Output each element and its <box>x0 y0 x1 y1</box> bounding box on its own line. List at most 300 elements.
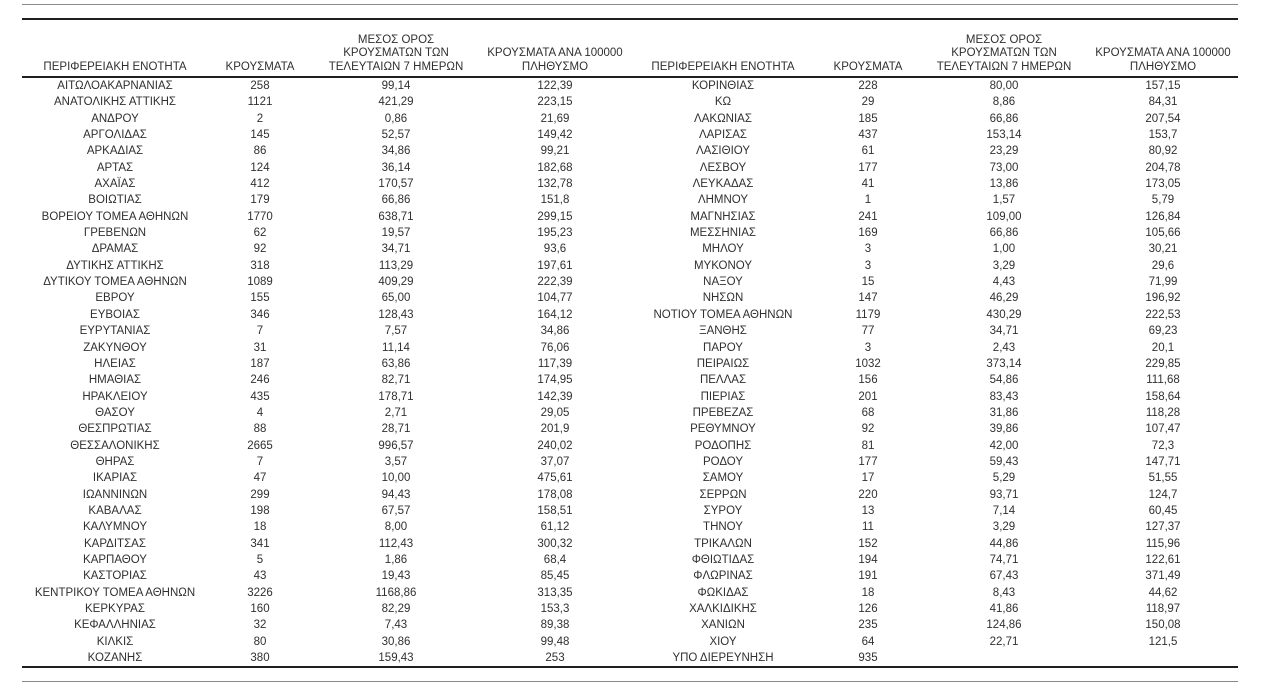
value-cell: 46,29 <box>989 292 1019 305</box>
value-cell: 80 <box>253 635 267 648</box>
value-cell: 39,86 <box>989 423 1019 436</box>
table-row <box>22 519 1238 535</box>
value-cell: 4,43 <box>992 276 1016 289</box>
value-cell: 207,54 <box>1145 112 1181 125</box>
region-name-cell: ΖΑΚΥΝΘΟΥ <box>83 341 147 354</box>
value-cell: 158,64 <box>1145 390 1181 403</box>
value-cell: 107,47 <box>1145 423 1181 436</box>
value-cell: 3,57 <box>384 455 408 468</box>
value-cell: 113,29 <box>378 259 414 272</box>
value-cell: 10,00 <box>381 472 411 485</box>
value-cell: 300,32 <box>537 537 573 550</box>
value-cell: 128,43 <box>378 308 414 321</box>
header-per100k-right-line2: ΠΛΗΘΥΣΜΟ <box>1129 60 1197 73</box>
value-cell: 82,29 <box>381 603 411 615</box>
value-cell: 380 <box>250 652 270 665</box>
header-region-right-label: ΠΕΡΙΦΕΡΕΙΑΚΗ ΕΝΟΤΗΤΑ <box>651 60 795 73</box>
header-avg7-left-line3: ΤΕΛΕΥΤΑΙΩΝ 7 ΗΜΕΡΩΝ <box>328 60 464 73</box>
value-cell: 66,86 <box>989 112 1019 125</box>
value-cell: 29,05 <box>540 406 570 419</box>
table-row <box>22 650 1238 666</box>
region-name-cell: ΛΑΣΙΘΙΟΥ <box>695 145 751 158</box>
value-cell: 67,43 <box>989 570 1019 583</box>
header-avg7-right <box>920 34 1088 77</box>
top-outer-rule <box>22 4 1238 5</box>
region-name-cell: ΚΟΖΑΝΗΣ <box>87 652 143 665</box>
value-cell: 62 <box>253 227 267 240</box>
value-cell: 76,06 <box>540 341 570 354</box>
region-name-cell: ΜΕΣΣΗΝΙΑΣ <box>689 227 757 240</box>
table-row <box>22 176 1238 192</box>
region-name-cell: ΝΟΤΙΟΥ ΤΟΜΕΑ ΑΘΗΝΩΝ <box>653 308 793 321</box>
value-cell: 178,08 <box>537 488 573 501</box>
value-cell: 74,71 <box>989 553 1019 566</box>
value-cell: 145 <box>250 129 270 142</box>
region-name-cell: ΧΑΛΚΙΔΙΚΗΣ <box>689 603 757 615</box>
region-name-cell: ΜΥΚΟΝΟΥ <box>693 259 753 272</box>
value-cell: 84,31 <box>1148 96 1178 109</box>
region-name-cell: ΣΥΡΟΥ <box>703 504 743 517</box>
value-cell: 5,79 <box>1151 194 1175 207</box>
header-per100k-left-line1: ΚΡΟΥΣΜΑΤΑ ΑΝΑ 100000 <box>487 47 623 59</box>
value-cell: 179 <box>250 194 270 207</box>
table-row <box>22 454 1238 470</box>
table-row <box>22 372 1238 388</box>
value-cell: 8,43 <box>992 586 1016 599</box>
table-row <box>22 274 1238 290</box>
value-cell: 3 <box>864 341 872 354</box>
value-cell: 93,71 <box>989 488 1019 501</box>
value-cell: 160 <box>250 603 270 615</box>
value-cell: 318 <box>250 259 270 272</box>
value-cell: 169 <box>858 227 878 240</box>
value-cell: 132,78 <box>537 178 573 191</box>
value-cell: 41,86 <box>989 603 1019 615</box>
value-cell: 185 <box>858 112 878 125</box>
value-cell: 124 <box>250 161 270 174</box>
table-row <box>22 290 1238 306</box>
value-cell: 153,14 <box>986 129 1022 142</box>
table-row <box>22 536 1238 552</box>
value-cell: 7,14 <box>992 504 1016 517</box>
value-cell: 30,21 <box>1148 243 1178 256</box>
value-cell: 47 <box>253 472 267 485</box>
table-row <box>22 340 1238 356</box>
region-name-cell: ΦΩΚΙΔΑΣ <box>697 586 749 599</box>
region-name-cell: ΚΕΡΚΥΡΑΣ <box>85 603 145 615</box>
region-name-cell: ΚΑΒΑΛΑΣ <box>88 504 142 517</box>
region-name-cell: ΕΥΡΥΤΑΝΙΑΣ <box>79 325 151 338</box>
value-cell: 164,12 <box>537 308 573 321</box>
region-name-cell: ΒΟΡΕΙΟΥ ΤΟΜΕΑ ΑΘΗΝΩΝ <box>41 210 189 223</box>
header-avg7-right-line3: ΤΕΛΕΥΤΑΙΩΝ 7 ΗΜΕΡΩΝ <box>936 60 1072 73</box>
value-cell: 371,49 <box>1145 570 1181 583</box>
value-cell: 59,43 <box>989 455 1019 468</box>
region-name-cell: ΕΒΡΟΥ <box>95 292 135 305</box>
value-cell: 0,86 <box>384 112 408 125</box>
value-cell: 122,61 <box>1145 553 1181 566</box>
value-cell: 1 <box>864 194 872 207</box>
region-name-cell: ΡΟΔΟΥ <box>702 455 744 468</box>
region-name-cell: ΗΛΕΙΑΣ <box>94 357 136 370</box>
value-cell: 373,14 <box>986 357 1022 370</box>
table-row <box>22 111 1238 127</box>
region-name-cell: ΚΑΣΤΟΡΙΑΣ <box>83 570 147 583</box>
bottom-inner-rule <box>22 666 1238 668</box>
region-name-cell: ΙΩΑΝΝΙΝΩΝ <box>82 488 148 501</box>
table-row <box>22 258 1238 274</box>
table-row <box>22 192 1238 208</box>
value-cell: 18 <box>253 521 267 534</box>
region-name-cell: ΓΡΕΒΕΝΩΝ <box>83 227 147 240</box>
value-cell: 229,85 <box>1145 357 1181 370</box>
value-cell: 32 <box>253 619 267 632</box>
value-cell: 19,43 <box>381 570 411 583</box>
value-cell: 5,29 <box>992 472 1016 485</box>
region-name-cell: ΑΡΚΑΔΙΑΣ <box>86 145 144 158</box>
region-name-cell: ΗΜΑΘΙΑΣ <box>88 374 142 387</box>
region-name-cell: ΣΑΜΟΥ <box>702 472 744 485</box>
header-per100k-right-line1: ΚΡΟΥΣΜΑΤΑ ΑΝΑ 100000 <box>1095 47 1231 59</box>
value-cell: 118,28 <box>1145 406 1181 419</box>
region-name-cell: ΒΟΙΩΤΙΑΣ <box>88 194 142 207</box>
value-cell: 195,23 <box>537 227 573 240</box>
value-cell: 240,02 <box>537 439 573 452</box>
value-cell: 81 <box>861 439 875 452</box>
value-cell: 196,92 <box>1145 292 1181 305</box>
value-cell: 21,69 <box>540 112 570 125</box>
value-cell: 99,48 <box>540 635 570 648</box>
value-cell: 118,97 <box>1145 603 1181 615</box>
value-cell: 11 <box>862 521 874 534</box>
value-cell: 29 <box>861 96 875 109</box>
header-avg7-right-line2: ΚΡΟΥΣΜΑΤΩΝ ΤΩΝ <box>951 47 1057 59</box>
value-cell: 88 <box>253 423 267 436</box>
region-name-cell: ΔΡΑΜΑΣ <box>91 243 139 256</box>
region-name-cell: ΥΠΟ ΔΙΕΡΕΥΝΗΣΗ <box>672 652 774 665</box>
value-cell: 11,14 <box>382 341 410 354</box>
value-cell: 18 <box>861 586 875 599</box>
value-cell: 86 <box>253 145 267 158</box>
value-cell: 1,57 <box>992 194 1016 207</box>
region-name-cell: ΠΡΕΒΕΖΑΣ <box>692 406 754 419</box>
value-cell: 5 <box>256 553 264 566</box>
value-cell: 111,68 <box>1146 374 1180 387</box>
value-cell: 201 <box>858 390 878 403</box>
value-cell: 159,43 <box>378 652 414 665</box>
header-cases-right-label: ΚΡΟΥΣΜΑΤΑ <box>833 60 903 73</box>
value-cell: 29,6 <box>1151 259 1175 272</box>
region-name-cell: ΛΕΥΚΑΔΑΣ <box>692 178 754 191</box>
region-name-cell: ΚΟΡΙΝΘΙΑΣ <box>691 80 755 92</box>
value-cell: 82,71 <box>381 374 411 387</box>
region-name-cell: ΠΕΙΡΑΙΩΣ <box>696 357 750 370</box>
table-row <box>22 160 1238 176</box>
value-cell: 299,15 <box>537 210 573 223</box>
region-name-cell: ΧΙΟΥ <box>709 635 737 648</box>
region-name-cell: ΚΑΡΠΑΘΟΥ <box>83 553 147 566</box>
value-cell: 187 <box>250 357 270 370</box>
value-cell: 149,42 <box>537 129 573 142</box>
table-body <box>22 78 1238 666</box>
value-cell: 68 <box>861 406 875 419</box>
value-cell: 8,00 <box>384 521 408 534</box>
value-cell: 99,14 <box>381 80 411 92</box>
value-cell: 37,07 <box>540 455 570 468</box>
value-cell: 253 <box>545 652 565 665</box>
value-cell: 41 <box>861 178 875 191</box>
value-cell: 3226 <box>247 586 273 599</box>
header-per100k-left <box>480 47 630 76</box>
value-cell: 13,86 <box>989 178 1019 191</box>
region-name-cell: ΦΛΩΡΙΝΑΣ <box>693 570 753 583</box>
value-cell: 61,12 <box>540 521 570 534</box>
value-cell: 996,57 <box>378 439 414 452</box>
header-per100k-right <box>1088 47 1238 76</box>
value-cell: 313,35 <box>537 586 573 599</box>
value-cell: 126,84 <box>1145 210 1181 223</box>
value-cell: 68,4 <box>543 553 567 566</box>
value-cell: 1770 <box>247 210 273 223</box>
value-cell: 69,23 <box>1148 325 1178 338</box>
region-name-cell: ΑΝΑΤΟΛΙΚΗΣ ΑΤΤΙΚΗΣ <box>53 96 176 109</box>
value-cell: 3,29 <box>992 259 1016 272</box>
value-cell: 235 <box>858 619 878 632</box>
value-cell: 177 <box>858 455 878 468</box>
region-name-cell: ΠΑΡΟΥ <box>703 341 743 354</box>
value-cell: 191 <box>858 570 878 583</box>
header-region-left-label: ΠΕΡΙΦΕΡΕΙΑΚΗ ΕΝΟΤΗΤΑ <box>43 60 187 73</box>
header-per100k-left-line2: ΠΛΗΘΥΣΜΟ <box>521 60 589 73</box>
value-cell: 346 <box>250 308 270 321</box>
value-cell: 4 <box>256 406 264 419</box>
value-cell: 142,39 <box>537 390 573 403</box>
value-cell: 44,62 <box>1148 586 1178 599</box>
region-name-cell: ΛΑΚΩΝΙΑΣ <box>694 112 752 125</box>
value-cell: 80,00 <box>989 80 1019 92</box>
value-cell: 99,21 <box>540 145 570 158</box>
value-cell: 7 <box>256 455 264 468</box>
region-name-cell: ΛΑΡΙΣΑΣ <box>698 129 748 142</box>
region-name-cell: ΘΕΣΠΡΩΤΙΑΣ <box>78 423 152 436</box>
region-name-cell: ΜΗΛΟΥ <box>702 243 744 256</box>
value-cell: 105,66 <box>1145 227 1181 240</box>
header-region-right <box>630 61 816 77</box>
value-cell: 13 <box>861 504 875 517</box>
table-row <box>22 568 1238 584</box>
value-cell: 122,39 <box>537 80 573 92</box>
value-cell: 124,86 <box>986 619 1022 632</box>
region-name-cell: ΙΚΑΡΙΑΣ <box>92 472 138 485</box>
value-cell: 151,8 <box>540 194 570 207</box>
value-cell: 182,68 <box>537 161 573 174</box>
value-cell: 1089 <box>247 276 273 289</box>
value-cell: 201,9 <box>540 423 570 436</box>
value-cell: 71,99 <box>1148 276 1178 289</box>
value-cell: 34,86 <box>381 145 411 158</box>
value-cell: 152 <box>858 537 878 550</box>
value-cell: 153,7 <box>1148 129 1178 142</box>
value-cell: 935 <box>858 652 878 665</box>
table-row <box>22 601 1238 617</box>
value-cell: 2,43 <box>992 341 1016 354</box>
value-cell: 220 <box>858 488 878 501</box>
value-cell: 23,29 <box>989 145 1019 158</box>
value-cell: 158,51 <box>537 504 573 517</box>
region-name-cell: ΝΗΣΩΝ <box>702 292 744 305</box>
table-row <box>22 552 1238 568</box>
value-cell: 28,71 <box>381 423 411 436</box>
value-cell: 174,95 <box>537 374 573 387</box>
value-cell: 89,38 <box>540 619 570 632</box>
value-cell: 34,86 <box>540 325 570 338</box>
value-cell: 1,00 <box>992 243 1016 256</box>
value-cell: 19,57 <box>381 227 411 240</box>
table-row <box>22 127 1238 143</box>
value-cell: 36,14 <box>381 161 411 174</box>
region-name-cell: ΚΩ <box>714 96 732 109</box>
value-cell: 198 <box>250 504 270 517</box>
table-row <box>22 438 1238 454</box>
value-cell: 409,29 <box>378 276 414 289</box>
value-cell: 421,29 <box>378 96 414 109</box>
header-avg7-right-line1: ΜΕΣΟΣ ΟΡΟΣ <box>965 33 1043 46</box>
value-cell: 222,39 <box>537 276 573 289</box>
value-cell: 66,86 <box>381 194 411 207</box>
value-cell: 222,53 <box>1145 308 1181 321</box>
value-cell: 1168,86 <box>375 586 417 599</box>
table-row <box>22 634 1238 650</box>
value-cell: 1179 <box>855 308 881 321</box>
value-cell: 7,57 <box>384 325 408 338</box>
value-cell: 65,00 <box>381 292 411 305</box>
value-cell: 241 <box>858 210 878 223</box>
value-cell: 17 <box>861 472 875 485</box>
region-name-cell: ΗΡΑΚΛΕΙΟΥ <box>82 390 148 403</box>
value-cell: 61 <box>861 145 875 158</box>
region-name-cell: ΡΕΘΥΜΝΟΥ <box>690 423 756 436</box>
value-cell: 112,43 <box>378 537 414 550</box>
value-cell: 60,45 <box>1148 504 1178 517</box>
region-name-cell: ΝΑΞΟΥ <box>703 276 743 289</box>
table-row <box>22 323 1238 339</box>
value-cell: 93,6 <box>543 243 567 256</box>
table-row <box>22 307 1238 323</box>
value-cell: 150,08 <box>1145 619 1181 632</box>
region-name-cell: ΑΙΤΩΛΟΑΚΑΡΝΑΝΙΑΣ <box>57 80 173 92</box>
region-name-cell: ΠΙΕΡΙΑΣ <box>700 390 746 403</box>
value-cell: 412 <box>250 178 270 191</box>
table-row <box>22 585 1238 601</box>
value-cell: 54,86 <box>989 374 1019 387</box>
value-cell: 94,43 <box>381 488 411 501</box>
region-name-cell: ΚΕΦΑΛΛΗΝΙΑΣ <box>74 619 156 632</box>
region-name-cell: ΘΗΡΑΣ <box>95 455 135 468</box>
value-cell: 30,86 <box>381 635 411 648</box>
value-cell: 85,45 <box>540 570 570 583</box>
value-cell: 1,86 <box>384 553 408 566</box>
value-cell: 124,7 <box>1148 488 1178 501</box>
value-cell: 72,3 <box>1151 439 1175 452</box>
value-cell: 3 <box>864 259 872 272</box>
region-name-cell: ΚΑΛΥΜΝΟΥ <box>83 521 147 534</box>
value-cell: 258 <box>250 80 270 92</box>
value-cell: 178,71 <box>378 390 414 403</box>
value-cell: 43 <box>253 570 267 583</box>
value-cell: 15 <box>861 276 875 289</box>
region-name-cell: ΑΡΓΟΛΙΔΑΣ <box>83 129 147 142</box>
value-cell: 170,57 <box>378 178 414 191</box>
value-cell: 126 <box>858 603 878 615</box>
table-row <box>22 78 1238 94</box>
region-name-cell: ΚΙΛΚΙΣ <box>96 635 134 648</box>
value-cell: 121,5 <box>1148 635 1178 648</box>
value-cell: 66,86 <box>989 227 1019 240</box>
region-name-cell: ΛΗΜΝΟΥ <box>697 194 749 207</box>
value-cell: 52,57 <box>381 129 411 142</box>
value-cell: 115,96 <box>1145 537 1181 550</box>
value-cell: 638,71 <box>378 210 414 223</box>
table-row <box>22 421 1238 437</box>
header-cases-right <box>816 61 920 77</box>
region-name-cell: ΣΕΡΡΩΝ <box>699 488 747 501</box>
region-name-cell: ΑΡΤΑΣ <box>96 161 134 174</box>
bottom-outer-rule <box>22 681 1238 682</box>
region-name-cell: ΘΑΣΟΥ <box>95 406 135 419</box>
table-row <box>22 470 1238 486</box>
value-cell: 80,92 <box>1148 145 1178 158</box>
value-cell: 77 <box>861 325 875 338</box>
value-cell: 2665 <box>247 439 273 452</box>
table-row <box>22 405 1238 421</box>
region-name-cell: ΤΗΝΟΥ <box>703 521 743 534</box>
table-row <box>22 241 1238 257</box>
header-avg7-left <box>312 34 480 77</box>
header-cases-left-label: ΚΡΟΥΣΜΑΤΑ <box>225 60 295 73</box>
value-cell: 117,39 <box>537 357 573 370</box>
value-cell: 7 <box>256 325 264 338</box>
value-cell: 3 <box>864 243 872 256</box>
region-name-cell: ΘΕΣΣΑΛΟΝΙΚΗΣ <box>70 439 160 452</box>
region-name-cell: ΚΑΡΔΙΤΣΑΣ <box>84 537 146 550</box>
value-cell: 20,1 <box>1151 341 1175 354</box>
value-cell: 34,71 <box>989 325 1019 338</box>
value-cell <box>1088 650 1238 666</box>
value-cell: 2,71 <box>384 406 408 419</box>
value-cell: 83,43 <box>989 390 1019 403</box>
value-cell: 197,61 <box>537 259 573 272</box>
table-row <box>22 503 1238 519</box>
value-cell: 223,15 <box>537 96 573 109</box>
region-name-cell: ΠΕΛΛΑΣ <box>699 374 747 387</box>
table-row <box>22 617 1238 633</box>
region-name-cell: ΔΥΤΙΚΟΥ ΤΟΜΕΑ ΑΘΗΝΩΝ <box>43 276 187 289</box>
value-cell: 177 <box>858 161 878 174</box>
value-cell: 42,00 <box>989 439 1019 452</box>
table-header-row <box>22 20 1238 78</box>
region-name-cell: ΡΟΔΟΠΗΣ <box>694 439 752 452</box>
value-cell: 156 <box>858 374 878 387</box>
header-avg7-left-line1: ΜΕΣΟΣ ΟΡΟΣ <box>357 33 435 46</box>
region-name-cell: ΞΑΝΘΗΣ <box>699 325 747 338</box>
value-cell: 31,86 <box>989 406 1019 419</box>
value-cell: 430,29 <box>986 308 1022 321</box>
region-name-cell: ΛΕΣΒΟΥ <box>699 161 747 174</box>
region-name-cell: ΤΡΙΚΑΛΩΝ <box>694 537 752 550</box>
value-cell: 1121 <box>247 96 273 109</box>
region-name-cell: ΕΥΒΟΙΑΣ <box>90 308 140 321</box>
table-row <box>22 225 1238 241</box>
